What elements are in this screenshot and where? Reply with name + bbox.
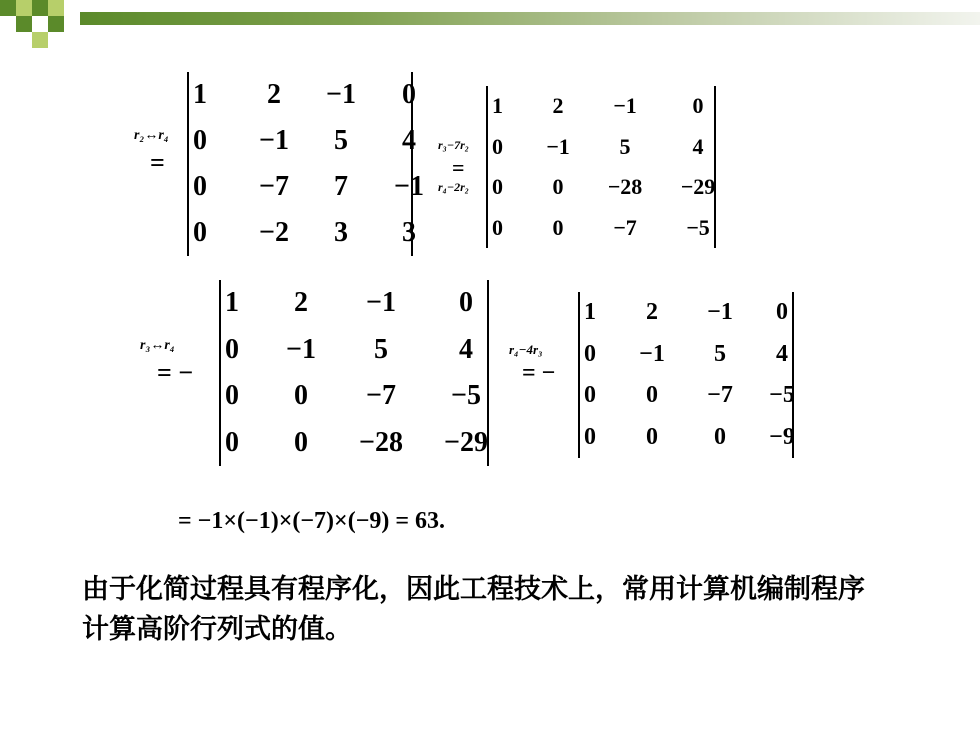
op-label: r₃↔r₄ bbox=[140, 338, 175, 353]
op-label-bottom: r₄−2r₂ bbox=[438, 180, 469, 194]
matrix-cell: −2 bbox=[259, 217, 289, 248]
matrix-cell: 0 bbox=[776, 299, 788, 325]
header-decoration bbox=[0, 0, 980, 48]
matrix-cell: 0 bbox=[225, 380, 239, 411]
op-label-top: r₃−7r₂ bbox=[438, 138, 469, 152]
matrix-cell: −1 bbox=[394, 171, 424, 202]
matrix-row bbox=[189, 118, 416, 164]
matrix-cell: 4 bbox=[692, 133, 704, 159]
matrix-cell: −1 bbox=[366, 287, 396, 318]
matrix-cell: −1 bbox=[613, 93, 637, 118]
matrix-row bbox=[221, 327, 487, 374]
matrix-cell: −1 bbox=[326, 79, 356, 110]
header-gradient-bar bbox=[80, 12, 980, 25]
matrix-cell: 1 bbox=[225, 287, 239, 318]
matrix-cell: −28 bbox=[607, 174, 643, 199]
matrix-cell: −5 bbox=[451, 380, 481, 411]
matrix-cell: 2 bbox=[267, 79, 281, 110]
deco-square bbox=[0, 0, 16, 16]
matrix-cell: −5 bbox=[686, 214, 710, 240]
matrix-cell: −29 bbox=[444, 426, 488, 458]
matrix-cell: −7 bbox=[707, 382, 733, 408]
final-result: = −1×(−1)×(−7)×(−9) = 63. bbox=[178, 508, 446, 534]
matrix-cell: −1 bbox=[259, 125, 289, 156]
matrix-cell: 0 bbox=[492, 174, 503, 199]
matrix-cell: 0 bbox=[402, 79, 416, 110]
matrix-cell: −7 bbox=[613, 214, 637, 240]
matrix-row bbox=[189, 164, 424, 210]
matrix-cell: 0 bbox=[584, 340, 596, 367]
matrix-row bbox=[488, 86, 714, 127]
matrix-row bbox=[189, 210, 416, 256]
matrix-cell: −1 bbox=[546, 133, 570, 159]
matrix-cell: −1 bbox=[707, 299, 733, 325]
matrix-cell: 3 bbox=[334, 217, 348, 248]
matrix-cell: 0 bbox=[552, 174, 564, 199]
op-label: r₄−4r₃ bbox=[509, 342, 543, 357]
matrix-cell: 0 bbox=[193, 217, 207, 248]
matrix-cell: 0 bbox=[225, 333, 239, 365]
matrix-cell: −7 bbox=[366, 380, 396, 411]
matrix-cell: 0 bbox=[714, 423, 726, 450]
matrix-cell: −28 bbox=[359, 426, 403, 458]
matrix-cell: 0 bbox=[492, 133, 503, 159]
matrix-cell: 0 bbox=[193, 171, 207, 202]
matrix-cell: 3 bbox=[402, 217, 416, 248]
matrix-cell: 0 bbox=[692, 93, 704, 118]
matrix-cell: 1 bbox=[584, 299, 596, 325]
matrix-row bbox=[580, 292, 792, 334]
matrix-cell: 0 bbox=[646, 382, 658, 408]
deco-square bbox=[32, 0, 48, 16]
matrix-cell: 1 bbox=[492, 93, 503, 118]
matrix-cell: 4 bbox=[402, 125, 416, 156]
matrix-row bbox=[580, 375, 795, 417]
matrix-cell: 0 bbox=[552, 214, 564, 240]
matrix-row bbox=[221, 420, 487, 467]
matrix-cell: 5 bbox=[714, 340, 726, 367]
matrix-cell: −1 bbox=[286, 333, 316, 365]
determinant-4 bbox=[578, 292, 794, 458]
matrix-cell: 0 bbox=[225, 426, 239, 458]
matrix-cell: 0 bbox=[584, 382, 596, 408]
matrix-cell: 5 bbox=[619, 133, 631, 159]
matrix-cell: 5 bbox=[334, 125, 348, 156]
determinant-2 bbox=[486, 86, 716, 248]
matrix-cell: 2 bbox=[552, 93, 564, 118]
matrix-cell: 2 bbox=[294, 287, 308, 318]
deco-square bbox=[48, 0, 64, 16]
matrix-cell: 0 bbox=[294, 426, 308, 458]
determinant-1 bbox=[187, 72, 424, 256]
matrix-row bbox=[488, 127, 714, 168]
deco-square bbox=[16, 0, 32, 16]
matrix-cell: 1 bbox=[193, 79, 207, 110]
matrix-cell: 7 bbox=[334, 171, 348, 202]
equals-minus: = − bbox=[157, 358, 194, 387]
matrix-cell: −5 bbox=[769, 382, 795, 408]
matrix-cell: −9 bbox=[769, 423, 795, 450]
equals-sign: = bbox=[452, 155, 465, 180]
matrix-row bbox=[488, 167, 714, 208]
matrix-cell: 4 bbox=[459, 333, 473, 365]
matrix-row bbox=[221, 280, 487, 327]
matrix-cell: 0 bbox=[646, 423, 658, 450]
deco-square bbox=[48, 16, 64, 32]
matrix-cell: −29 bbox=[680, 174, 716, 199]
matrix-cell: 0 bbox=[584, 423, 596, 450]
matrix-row bbox=[189, 72, 416, 118]
matrix-cell: −7 bbox=[259, 171, 289, 202]
matrix-cell: −1 bbox=[639, 340, 665, 367]
matrix-cell: 0 bbox=[492, 214, 503, 240]
equals-sign: = bbox=[150, 148, 165, 177]
op-label: r₂↔r₄ bbox=[134, 128, 169, 143]
matrix-cell: 0 bbox=[294, 380, 308, 411]
explanation-paragraph: 由于化简过程具有程序化，因此工程技术上，常用计算机编制程序计算高阶行列式的值。 bbox=[82, 574, 865, 645]
deco-square bbox=[32, 32, 48, 48]
matrix-row bbox=[580, 334, 792, 376]
matrix-cell: 0 bbox=[459, 287, 473, 318]
matrix-cell: 0 bbox=[193, 125, 207, 156]
matrix-cell: 2 bbox=[646, 299, 658, 325]
matrix-cell: 4 bbox=[776, 340, 788, 367]
matrix-cell: 5 bbox=[374, 333, 388, 365]
deco-square bbox=[16, 16, 32, 32]
determinant-3 bbox=[219, 280, 489, 466]
matrix-row bbox=[221, 373, 487, 420]
equals-minus: = − bbox=[522, 360, 556, 386]
matrix-row bbox=[580, 417, 795, 459]
matrix-row bbox=[488, 208, 714, 249]
